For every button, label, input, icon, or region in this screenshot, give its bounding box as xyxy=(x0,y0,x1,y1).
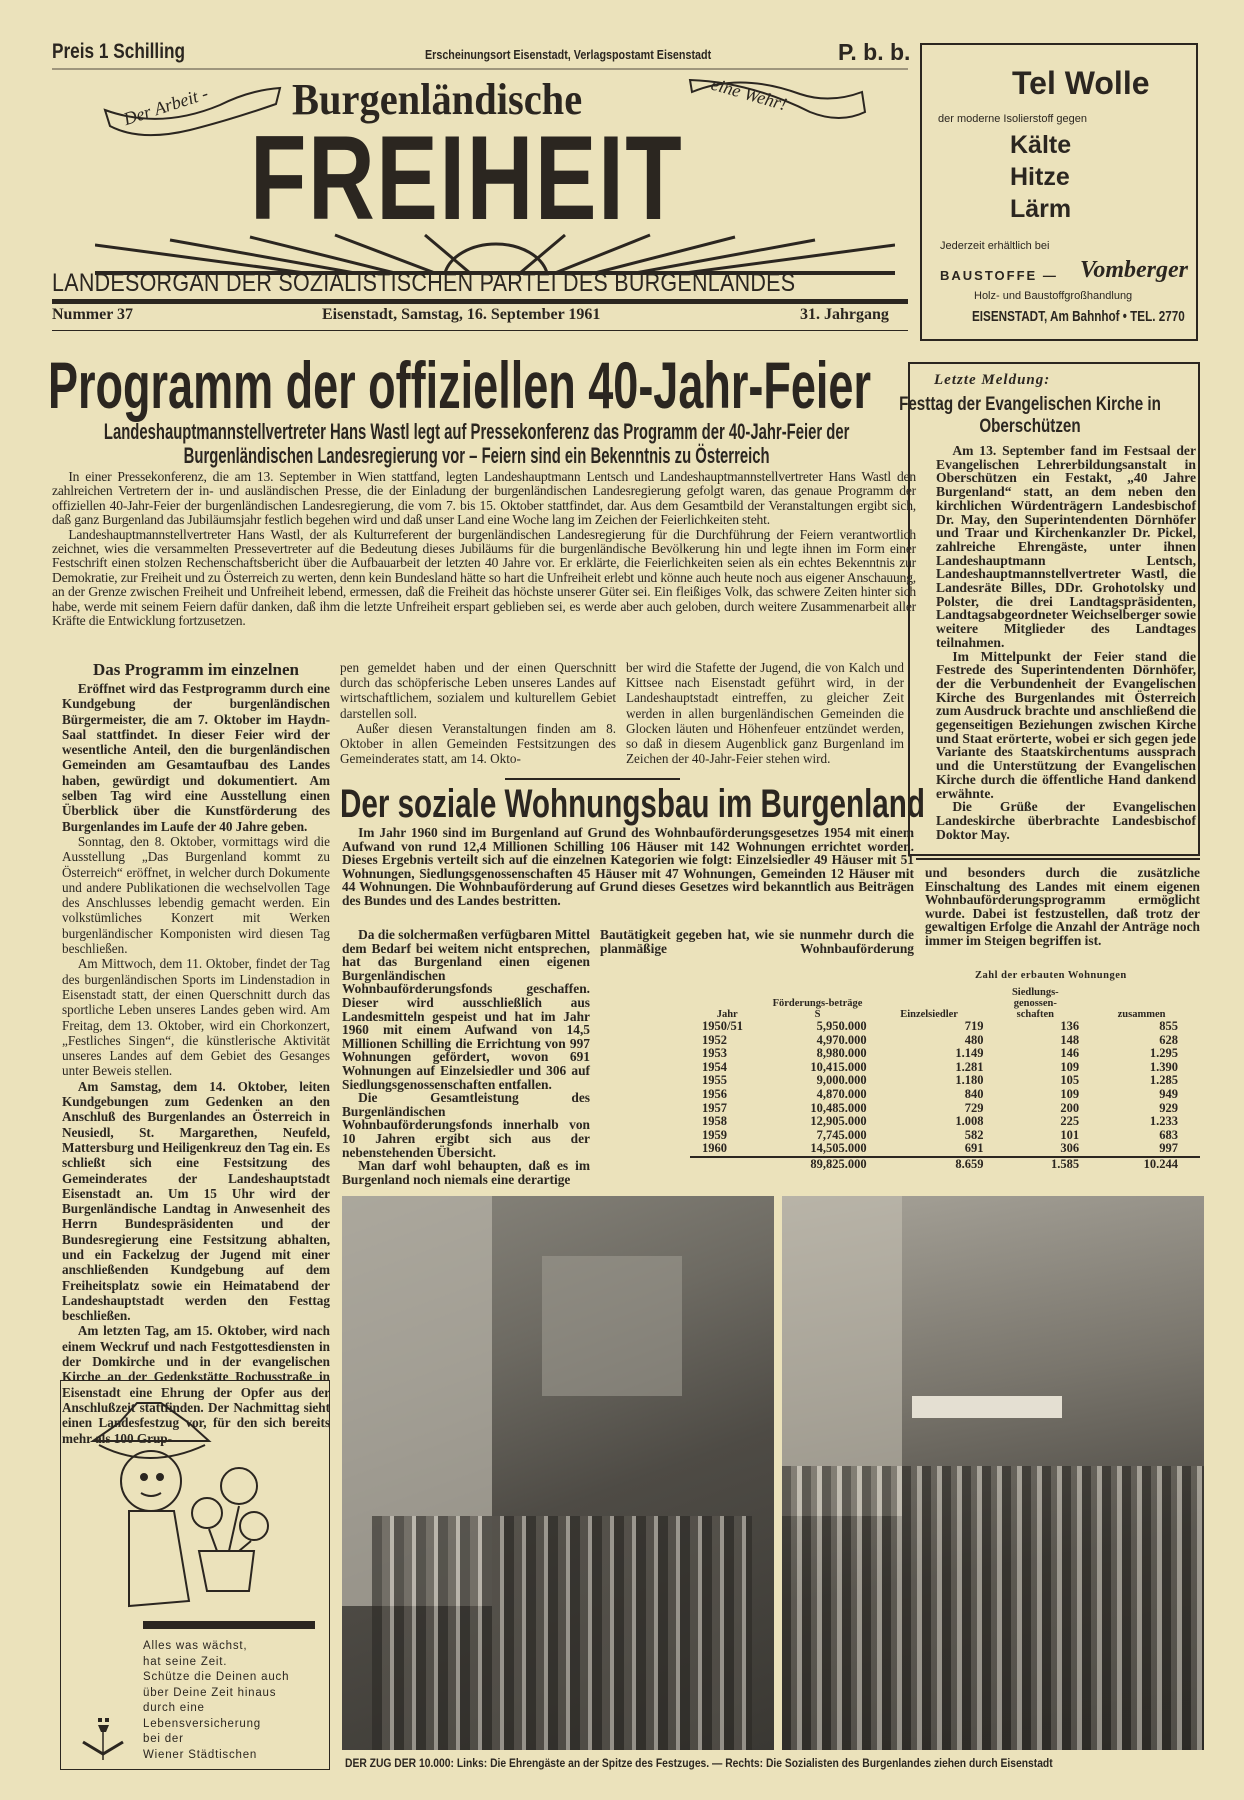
divider xyxy=(52,299,908,304)
paragraph: Die Grüße der Evangelischen Landeskirche überbrachte Landesbischof Doktor May. xyxy=(936,799,1196,842)
ad-copy xyxy=(143,1639,289,1763)
title-main: FREIHEIT xyxy=(250,111,684,245)
table-row xyxy=(690,1129,1200,1143)
table-row xyxy=(690,1034,1200,1048)
paragraph: Man darf wohl behaupten, daß es im Burgenland noch niemals eine derartige xyxy=(342,1158,590,1187)
table-row xyxy=(690,1074,1200,1088)
latest-kicker: Letzte Meldung: xyxy=(934,372,1051,388)
ad-tel-wolle xyxy=(920,43,1198,341)
cell: 306 xyxy=(1060,1141,1080,1156)
paragraph: Außer diesen Veranstaltungen finden am 8. Oktober in allen Gemeinden Festsitzungen des Gemeinderates statt, am 14. Okto- xyxy=(340,720,616,767)
table-body xyxy=(690,1020,1200,1157)
cell: 1.008 xyxy=(955,1114,984,1129)
price: Preis 1 Schilling xyxy=(52,40,186,63)
cell: 105 xyxy=(1060,1073,1080,1088)
cell: 1.281 xyxy=(955,1059,984,1074)
photo-right-socialists-march xyxy=(782,1196,1204,1750)
latest-headline: Festtag der Evangelischen Kirche in Oberschützen xyxy=(899,394,1161,437)
issue-number: Nummer 37 xyxy=(52,306,134,323)
cell: 1958 xyxy=(702,1114,727,1129)
table-row xyxy=(690,1142,1200,1157)
column-header: Siedlungs-genossen-schaften xyxy=(1011,987,1059,1020)
ribbon-right-text: eine Wehr! xyxy=(708,73,790,115)
pbb-mark: P. b. b. xyxy=(838,39,911,65)
photo-caption: DER ZUG DER 10.000: Links: Die Ehrengäste an der Spitze des Festzuges. — Rechts: Die Sozialisten des Burgenlandes ziehen durch Eisenstadt xyxy=(345,1756,1053,1770)
cell: 1955 xyxy=(702,1073,727,1088)
table-row xyxy=(690,1047,1200,1061)
cell: 109 xyxy=(1060,1059,1080,1074)
cell: 1.585 xyxy=(1051,1156,1080,1171)
cell: 628 xyxy=(1159,1032,1178,1047)
housing-column-right: und besonders durch die zusätzliche Einschaltung des Landes mit einem eigenen Wohnbauförderungsprogramm ermöglicht wurde. Dabei ist festzustellen, daß trotz der gewaltigen Erfolge die Anzahl der Anträge noch immer im Steigen begriffen ist. xyxy=(925,865,1200,948)
paragraph: pen gemeldet haben und der einen Querschnitt durch das schöpferische Leben unseres Landes auf wirtschaftlichem, sozialem und kulturellem Gebiet darstellen soll. xyxy=(340,660,616,721)
cell: 200 xyxy=(1060,1100,1080,1115)
cell: 582 xyxy=(964,1127,984,1142)
ad-line: durch eine xyxy=(143,1702,205,1714)
cell: 1.390 xyxy=(1149,1059,1178,1074)
paragraph: In einer Pressekonferenz, die am 13. September in Wien stattfand, legten Landeshauptmann Lentsch und Landeshauptmannstellvertreter Hans Wastl den zahlreichen Vertretern der in- und ausländischen Presse, die der Einladung der burgenländischen Landesregierung gefolgt waren, das genaue Programm der offiziellen 40-Jahr-Feier der burgenländischen Landesregierung, die vom 7. bis 15. Oktober stattfindet, dar. Aus dem Gesamtbild der Veranstaltungen ergibt sich, daß ganz Burgenland das Jubiläumsjahr festlich begehen wird und daß unser Land eine Woche lang im Zeichen der Feierlichkeiten steht. xyxy=(52,469,916,528)
cell: 4,970.000 xyxy=(816,1032,867,1047)
paragraph: ber wird die Stafette der Jugend, die von Kalch und Kittsee nach Eisenstadt geführt wird, in der Landeshauptstadt eintreffen, zu gleicher Zeit werden in allen burgenländischen Gemeinden die Glocken läuten und Höhenfeuer entzündet werden, so daß in diesem Augenblick ganz Burgenland im Zeichen der 40-Jahr-Feier stehen wird. xyxy=(626,660,904,767)
ad-line: über Deine Zeit hinaus xyxy=(143,1686,277,1699)
paragraph: Sonntag, den 8. Oktober, vormittags wird die Ausstellung „Das Burgenland kommt zu Österreich“ eröffnet, in welcher durch Dokumente und andere Publikationen die wechselvollen Tage des Anschlusses lebendig gemacht werden. Ein volkstümliches Konzert mit Werken burgenländischer Komponisten wird diesen Tag beschließen. xyxy=(62,833,330,957)
photo-left-honor-guests xyxy=(342,1196,774,1750)
cell: 1.233 xyxy=(1149,1114,1178,1129)
divider xyxy=(143,1621,315,1629)
ad-items xyxy=(1010,129,1071,225)
table-row xyxy=(690,1088,1200,1102)
cell: 683 xyxy=(1159,1127,1178,1142)
subtitle: LANDESORGAN DER SOZIALISTISCHEN PARTEI DES BURGENLANDES xyxy=(52,269,796,297)
housing-table-grid xyxy=(690,984,1200,1172)
cell: 7,745.000 xyxy=(816,1127,867,1142)
ad-tagline: der moderne Isolierstoff gegen xyxy=(938,113,1087,125)
cell: 148 xyxy=(1060,1032,1080,1047)
cell: 480 xyxy=(964,1032,984,1047)
cell: 1953 xyxy=(702,1046,727,1061)
paragraph: Die Gesamtleistung des Burgenländischen Wohnbauförderungsfonds innerhalb von 10 Jahren ergibt sich aus der nebenstehenden Übersicht. xyxy=(342,1090,590,1160)
ribbon-left-text: Der Arbeit - xyxy=(120,82,211,130)
ad-item: Kälte xyxy=(1010,131,1072,159)
ad-wiener-staedtische xyxy=(60,1380,330,1770)
cell: 729 xyxy=(964,1100,984,1115)
ad-company-prefix: BAUSTOFFE — xyxy=(940,268,1058,283)
paragraph: Am 13. September fand im Festsaal der Evangelischen Lehrerbildungsanstalt in Oberschützen ein Festakt, „40 Jahre Burgenland“ statt, an dem neben den kirchlichen Würdenträgern Landesbischof Dr. May, den Superintendenten Dörnhöfer und Traar und Kirchenkanzler Dr. Pickel, zahlreiche Ehrengäste, unter ihnen Landeshauptmann Lentsch, Landeshauptmannstellvertreter Wastl, die Landesräte Billes, DDr. Grohotolsky und Polster, die drei Landtagspräsidenten, Landtagsabgeordneter Weichselberger sowie weitere Mitglieder des Landtages teilnahmen. xyxy=(936,443,1196,650)
cell: 225 xyxy=(1060,1114,1080,1129)
lead-subhead: Landeshauptmannstellvertreter Hans Wastl legt auf Pressekonferenz das Programm der 40-Jahr-Feier der Burgenländischen Landesregierung vor – Feiern sind ein Bekenntnis zu Österreich xyxy=(103,419,850,468)
title-top: Burgenländische xyxy=(292,75,583,124)
lead-headline: Programm der offiziellen 40-Jahr-Feier xyxy=(48,348,871,422)
table-group-header: Zahl der erbauten Wohnungen xyxy=(975,970,1127,981)
sunrise-icon xyxy=(95,225,895,275)
cell: 691 xyxy=(964,1141,984,1156)
housing-column-left xyxy=(342,928,590,1186)
cell: 1950/51 xyxy=(702,1019,743,1033)
paragraph: Im Mittelpunkt der Feier stand die Festrede des Superintendenten Dörnhöfer, der die Verbundenheit der Evangelischen Kirche des Burgenlandes mit Österreich zum Ausdruck brachte und anschließend die gegenseitigen Beziehungen zwischen Kirche und Staat erörterte, wobei er sich gegen jede Variante des Staatskirchentums aussprach und die Unterstützung der Evangelischen Kirche durch die öffentliche Hand dankend erwähnte. xyxy=(936,648,1196,801)
divider xyxy=(505,778,680,780)
latest-news-box xyxy=(899,362,1200,856)
divider xyxy=(916,858,1200,860)
wiener-staedtische-logo-icon xyxy=(81,1716,126,1761)
cell: 10,415.000 xyxy=(810,1059,867,1074)
cell: 146 xyxy=(1060,1046,1080,1061)
cell: 12,905.000 xyxy=(810,1114,867,1129)
column-header: Jahr xyxy=(716,1009,738,1020)
divider xyxy=(52,330,908,331)
paragraph: Eröffnet wird das Festprogramm durch eine Kundgebung der burgenländischen Bürgermeister, die am 7. Oktober im Haydn-Saal stattfindet. In dieser Feier wird der wesentliche Anteil, den die burgenländischen Gemeinden am Gesamtaufbau des Landes haben, gewürdigt und dokumentiert. Am selben Tag wird eine Ausstellung einen Überblick über die Kunstförderung des Burgenlandes im Laufe der 40 Jahre geben. xyxy=(62,681,330,834)
cell: 109 xyxy=(1060,1086,1080,1101)
ad-item: Lärm xyxy=(1010,195,1072,223)
cell: 8.659 xyxy=(955,1156,984,1171)
cell: 9,000.000 xyxy=(816,1073,867,1088)
ad-brand: Tel Wolle xyxy=(1012,65,1150,101)
cell: 4,870.000 xyxy=(816,1086,867,1101)
paragraph: Am Mittwoch, dem 11. Oktober, findet der Tag des burgenländischen Sports im Lindenstadion in Eisenstadt statt, der einen Querschnitt durch das sportliche Leben unseres Landes geben wird. Am Freitag, dem 13. Oktober, wird ein Chorkonzert, „Festliches Singen“, die künstlerische Aktivität unseres Landes auf dem Gebiet des Gesanges unter Beweis stellen. xyxy=(62,956,330,1079)
column-header: Förderungs-beträge S xyxy=(772,998,863,1020)
table-row xyxy=(690,1102,1200,1116)
divider xyxy=(52,68,908,70)
program-column-1 xyxy=(62,681,330,1446)
paragraph: Im Jahr 1960 sind im Burgenland auf Grund des Wohnbauförderungsgesetzes 1954 mit einem Aufwand von rund 12,4 Millionen Schilling 106 Häuser mit 142 Wohnungen errichtet worden. Dieses Ergebnis verteilt sich auf die einzelnen Kategorien wie folgt: Einzelsiedler 49 Häuser mit 51 Wohnungen, Siedlungsgenossenschaften 45 Häuser mit 47 Wohnungen, Gemeinden 12 Häuser mit 44 Wohnungen. Die Wohnbauförderung auf Grund dieses Gesetzes wird bekanntlich aus Beiträgen des Bundes und des Landes bestritten. xyxy=(342,825,914,908)
program-column-2 xyxy=(340,660,616,766)
cell: 1954 xyxy=(702,1059,727,1074)
cell: 1952 xyxy=(702,1032,727,1047)
cell: 1960 xyxy=(702,1141,727,1156)
ad-line: Alles was wächst, xyxy=(143,1640,248,1652)
cell: 1.285 xyxy=(1149,1073,1178,1088)
cell: 840 xyxy=(964,1086,984,1101)
ad-item: Hitze xyxy=(1010,163,1070,191)
ad-company-desc: Holz- und Baustoffgroßhandlung xyxy=(974,290,1133,302)
cell: 10.244 xyxy=(1143,1156,1178,1171)
gardener-illustration-icon xyxy=(89,1401,319,1626)
ad-address: EISENSTADT, Am Bahnhof • TEL. 2770 xyxy=(972,308,1185,325)
cell: 855 xyxy=(1159,1019,1178,1033)
program-column-3 xyxy=(626,660,904,766)
cell: 949 xyxy=(1159,1086,1178,1101)
paragraph: Am Samstag, dem 14. Oktober, leiten Kundgebungen zum Gedenken an den Anschluß des Burgenlandes an Österreich in Neusiedl, St. Margarethen, Neufeld, Mattersburg und Heiligenkreuz den Tag ein. Es schließt sich eine Festsitzung des Gemeinderates der Landeshauptstadt Eisenstadt an. Um 15 Uhr wird der Burgenländische Landtag in Anwesenheit des Herrn Bundespräsidenten und der Bundesregierung eine Festsitzung abhalten, und ein Fackelzug der Jugend mit einer anschließenden Kundgebung auf dem Freiheitsplatz sowie ein Heimatabend der Landeshauptstadt werden den Festtag beschließen. xyxy=(62,1078,330,1324)
cell: 101 xyxy=(1060,1127,1080,1142)
cell: 997 xyxy=(1159,1141,1178,1156)
ad-line: Wiener Städtischen xyxy=(143,1748,258,1761)
volume: 31. Jahrgang xyxy=(800,306,889,323)
cell xyxy=(690,1157,764,1172)
paragraph: Da die solchermaßen verfügbaren Mittel dem Bedarf bei weitem nicht entsprechen, hat das Burgenland einen eigenen Burgenländischen Wohnbauförderungsfonds geschaffen. Dieser wird ausschließlich aus Landesmitteln gespeist und hat im Jahr 1960 mit einem Aufwand von 14,5 Millionen Schilling die Errichtung von 997 Wohnungen gefördert, wovon 691 Wohnungen auf Einzelsiedler und 306 auf Siedlungsgenossenschaften entfallen. xyxy=(342,927,590,1092)
lead-intro xyxy=(52,470,916,628)
table-total-row xyxy=(690,1157,1200,1172)
ad-line: bei der xyxy=(143,1733,184,1745)
cell: 929 xyxy=(1159,1100,1178,1115)
paragraph: Am letzten Tag, am 15. Oktober, wird nach einem Weckruf und nach Festgottesdiensten in der Domkirche und in der evangelischen Kirche an der Gedenkstätte Rochusstraße in Eisenstadt eine Ehrung der Opfer aus der Anschlußzeit stattfinden. Der Nachmittag sieht einen Landesfestzug vor, für den sich bereits mehr als 100 Grup- xyxy=(62,1323,330,1446)
housing-column-mid: Bautätigkeit gegeben hat, wie sie nunmehr durch die planmäßige Wohnbauförderung xyxy=(600,927,914,956)
cell: 1959 xyxy=(702,1127,727,1142)
cell: 14,505.000 xyxy=(810,1141,867,1156)
cell: 89,825.000 xyxy=(810,1156,867,1171)
dateline: Eisenstadt, Samstag, 16. September 1961 xyxy=(322,306,601,323)
cell: 1.295 xyxy=(1149,1046,1178,1061)
program-heading: Das Programm im einzelnen xyxy=(92,660,299,679)
cell: 10,485.000 xyxy=(810,1100,867,1115)
latest-body xyxy=(936,444,1196,841)
housing-intro xyxy=(342,826,914,908)
cell: 1957 xyxy=(702,1100,727,1115)
cell: 5,950.000 xyxy=(816,1019,867,1033)
ad-line: Schütze die Deinen auch xyxy=(143,1671,290,1683)
table-row xyxy=(690,1115,1200,1129)
cell: 8,980.000 xyxy=(816,1046,867,1061)
ribbon-right xyxy=(680,72,870,132)
housing-headline: Der soziale Wohnungsbau im Burgenland xyxy=(340,782,925,826)
column-header: zusammen xyxy=(1117,1009,1166,1020)
table-row xyxy=(690,1061,1200,1075)
ad-line: hat seine Zeit. xyxy=(143,1655,228,1668)
publication-info: Erscheinungsort Eisenstadt, Verlagspostamt Eisenstadt xyxy=(425,48,712,62)
cell: 1956 xyxy=(702,1086,727,1101)
cell: 1.180 xyxy=(955,1073,984,1088)
table-row xyxy=(690,1020,1200,1034)
cell: 719 xyxy=(964,1019,984,1033)
cell: 136 xyxy=(1060,1019,1080,1033)
ad-company-name: Vomberger xyxy=(1080,257,1188,283)
ad-availability: Jederzeit erhältlich bei xyxy=(940,240,1050,252)
paragraph: Landeshauptmannstellvertreter Hans Wastl, der als Kulturreferent der burgenländischen Landesregierung für die Durchführung der Feiern verantwortlich zeichnet, wies die versammelten Pressevertreter auf die Bedeutung dieses Jubiläums für die burgenländische Bevölkerung hin und legte ihnen im Form einer Festschrift einen stolzen Rechenschaftsbericht über die Aufbauarbeit der letzten 40 Jahre vor. Er erklärte, die Feierlichkeiten seien als ein echtes Bekenntnis zur Demokratie, zur Freiheit und zu Österreich zu werten, denn kein Bundesland hätte so hart die Unfreiheit erlebt und könne auch heute noch aus eigener Anschauung, an der Grenze zwischen Freiheit und Unfreiheit lebend, ermessen, daß die Freiheit das höchste unserer Güter sei. Ein fleißiges Volk, das schwere Zeiten hinter sich habe, werde mit seinem Feiern dafür danken, daß ihm die letzte Unfreiheit erspart geblieben sei, es werde aber auch geloben, durch weitere Zusammenarbeit aller Kräfte die Entwicklung fortzusetzen. xyxy=(52,526,916,629)
ad-line: Lebensversicherung xyxy=(143,1717,261,1730)
column-header: Einzelsiedler xyxy=(900,1009,958,1020)
cell: 1.149 xyxy=(955,1046,984,1061)
